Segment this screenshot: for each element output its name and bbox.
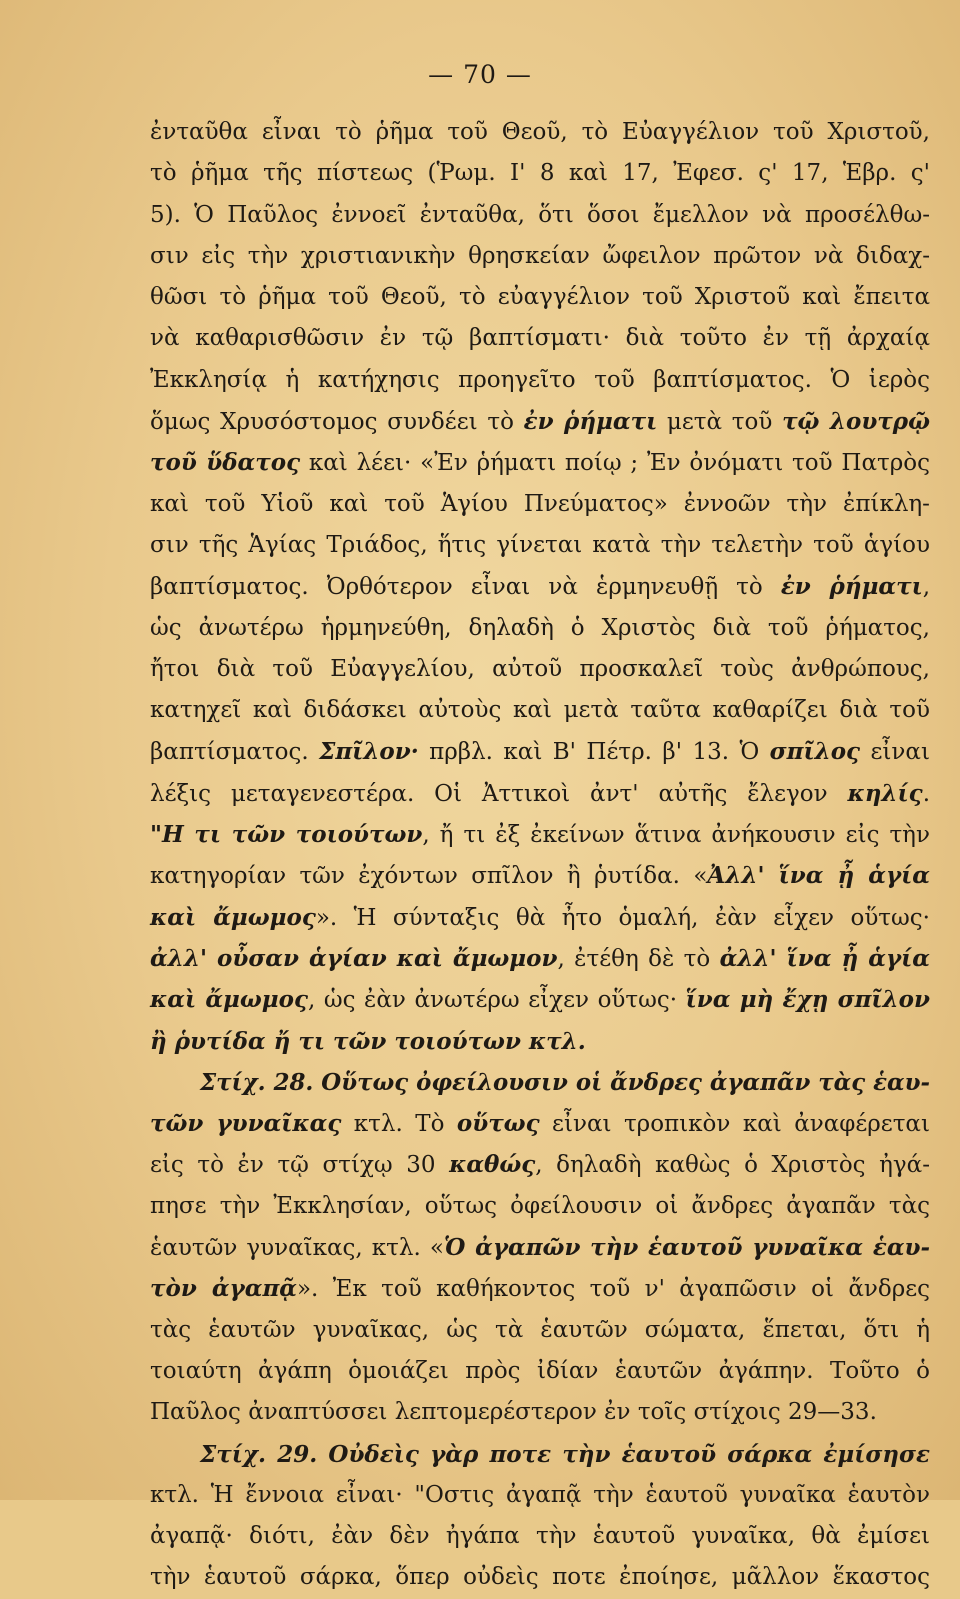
text-segment: Ἐκκλησίᾳ ἡ κατήχησις προηγεῖτο τοῦ βαπτίσματος. Ὁ ἱερὸς [150, 366, 930, 393]
text-line [150, 690, 930, 731]
text-line-content [150, 1475, 930, 1516]
text-segment: βαπτίσματος. [150, 739, 320, 766]
text-line-content [150, 1144, 930, 1185]
text-segment: πησε τὴν Ἐκκλησίαν, οὕτως ὀφείλουσιν οἱ ἄνδρες ἀγαπᾶν τὰς [150, 1192, 931, 1219]
text-line [150, 938, 930, 979]
text-segment: κατηγορίαν τῶν ἐχόντων σπῖλον ἢ ῥυτίδα. « [150, 863, 708, 890]
text-line [150, 112, 930, 153]
text-segment: ὡς ἀνωτέρω ἡρμηνεύθη, δηλαδὴ ὁ Χριστὸς διὰ τοῦ ῥήματος, [150, 614, 930, 641]
text-line-content [150, 1557, 930, 1598]
emphasized-text: ἐν ῥήματι [523, 408, 658, 436]
text-segment: τὴν ἑαυτοῦ σάρκα, ὅπερ οὐδεὶς ποτε ἐποίησε, μᾶλλον ἕκαστος [150, 1564, 931, 1591]
text-segment: σιν τῆς Ἁγίας Τριάδος, ἥτις γίνεται κατὰ τὴν τελετὴν τοῦ ἁγίου [150, 531, 930, 558]
text-line [150, 1392, 930, 1433]
text-line [150, 855, 930, 896]
text-line [150, 1310, 930, 1351]
emphasized-text: τοῦ ὕδατος [150, 449, 301, 477]
text-line-content [150, 360, 930, 401]
text-segment: μετὰ τοῦ [657, 409, 783, 436]
text-line-content [150, 1516, 930, 1557]
text-line-content [150, 979, 930, 1020]
text-line [150, 1434, 930, 1475]
emphasized-text: Στίχ. 28. Οὕτως ὀφείλουσιν οἱ ἄνδρες ἀγαπᾶν τὰς ἑαυ- [200, 1068, 930, 1096]
text-line [150, 649, 930, 690]
text-line-content [150, 195, 930, 236]
emphasized-text: ἐν ῥήματι [780, 573, 923, 601]
text-line [150, 608, 930, 649]
text-line-content [150, 938, 930, 979]
text-line [150, 1351, 930, 1392]
text-segment: , ἤ τι ἐξ ἐκείνων ἅτινα ἀνήκουσιν εἰς τὴν [422, 822, 930, 849]
text-line-content [200, 1062, 930, 1103]
text-line-content [150, 1227, 930, 1268]
emphasized-text: "Η τι τῶν τοιούτων [150, 821, 423, 849]
text-segment: λέξις μεταγενεστέρα. Οἱ Ἀττικοὶ ἀντ' αὐτῆς ἔλεγον [150, 780, 848, 807]
text-line [150, 1227, 930, 1268]
text-line-content [150, 814, 930, 855]
text-line [150, 814, 930, 855]
emphasized-text: καθώς [449, 1151, 536, 1179]
emphasized-text: καὶ ἄμωμος [150, 986, 308, 1014]
emphasized-text: ἀλλ' ἵνα ᾖ ἁγία [719, 944, 930, 972]
text-line-content [150, 773, 930, 814]
text-line [150, 360, 930, 401]
text-segment: ὅμως Χρυσόστομος συνδέει τὸ [150, 409, 524, 436]
text-line [150, 318, 930, 359]
text-line-content [150, 1351, 930, 1392]
text-segment: ἀγαπᾷ· διότι, ἐὰν δὲν ἠγάπα τὴν ἑαυτοῦ γυναῖκα, θὰ ἐμίσει [150, 1523, 931, 1550]
text-line-content [150, 236, 930, 277]
text-line [150, 1516, 930, 1557]
text-line [150, 401, 930, 442]
text-line-content [150, 897, 930, 938]
emphasized-text: Σπῖλον· [319, 738, 419, 766]
text-segment: εἶναι τροπικὸν καὶ ἀναφέρεται [539, 1111, 930, 1138]
text-segment: κτλ. Ἡ ἔννοια εἶναι· "Οστις ἀγαπᾷ τὴν ἑαυτοῦ γυναῖκα ἑαυτὸν [150, 1481, 931, 1508]
text-line-content [150, 1310, 930, 1351]
text-segment: καὶ λέει· «Ἐν ῥήματι ποίῳ ; Ἐν ὀνόματι τοῦ Πατρὸς [300, 450, 930, 477]
text-line-content [150, 1186, 930, 1227]
text-line-content [150, 442, 930, 483]
text-line [150, 773, 930, 814]
text-line-content [150, 525, 930, 566]
text-segment: τὰς ἑαυτῶν γυναῖκας, ὡς τὰ ἑαυτῶν σώματα, ἕπεται, ὅτι ἡ [150, 1316, 931, 1343]
text-line-content [150, 608, 930, 649]
text-line [150, 1557, 930, 1598]
text-line [150, 277, 930, 318]
text-line [150, 484, 930, 525]
text-line-content [150, 1392, 877, 1433]
text-line-content [150, 401, 930, 442]
text-line [150, 195, 930, 236]
text-line-content [150, 1103, 930, 1144]
text-segment: θῶσι τὸ ῥῆμα τοῦ Θεοῦ, τὸ εὐαγγέλιον τοῦ Χριστοῦ καὶ ἔπειτα [150, 284, 930, 311]
text-line [150, 1475, 930, 1516]
text-line [150, 1021, 930, 1062]
emphasized-text: ἵνα μὴ ἔχῃ σπῖλον [685, 986, 930, 1014]
text-segment: πρβλ. καὶ Β' Πέτρ. β' 13. Ὁ [418, 739, 770, 766]
text-line-content [150, 484, 930, 525]
text-line-content [200, 1434, 930, 1475]
text-line-content [150, 1021, 586, 1062]
text-line [150, 236, 930, 277]
text-line-content [150, 731, 930, 772]
emphasized-text: Στίχ. 29. Οὐδεὶς γὰρ ποτε τὴν ἑαυτοῦ σάρκα ἐμίσησε [200, 1440, 930, 1468]
text-line [150, 979, 930, 1020]
text-line-content [150, 566, 930, 607]
text-segment: Παῦλος ἀναπτύσσει λεπτομερέστερον ἐν τοῖς στίχοις 29—33. [150, 1399, 877, 1426]
text-line-content [150, 855, 930, 896]
text-line-content [150, 112, 930, 153]
text-segment: 5). Ὁ Παῦλος ἐννοεῖ ἐνταῦθα, ὅτι ὅσοι ἔμελλον νὰ προσέλθω- [150, 201, 931, 228]
text-line-content [150, 153, 930, 194]
text-segment: , δηλαδὴ καθὼς ὁ Χριστὸς ἠγά- [535, 1152, 930, 1179]
text-segment: σιν εἰς τὴν χριστιανικὴν θρησκείαν ὤφειλον πρῶτον νὰ διδαχ- [150, 242, 930, 269]
emphasized-text: τὸν ἀγαπᾷ [150, 1275, 297, 1303]
text-line [150, 731, 930, 772]
text-segment: εἰς τὸ ἐν τῷ στίχῳ 30 [150, 1152, 450, 1179]
text-line [150, 897, 930, 938]
text-segment: κτλ. Τὸ [341, 1111, 457, 1138]
text-line [150, 1062, 930, 1103]
emphasized-text: ἀλλ' οὖσαν ἁγίαν καὶ ἄμωμον [150, 944, 558, 972]
text-segment: βαπτίσματος. Ὀρθότερον εἶναι νὰ ἑρμηνευθῇ τὸ [150, 574, 781, 601]
text-segment: κατηχεῖ καὶ διδάσκει αὐτοὺς καὶ μετὰ ταῦτα καθαρίζει διὰ τοῦ [150, 697, 930, 724]
text-line [150, 1144, 930, 1185]
text-segment: , ἐτέθη δὲ τὸ [557, 945, 720, 972]
text-segment: ἐνταῦθα εἶναι τὸ ῥῆμα τοῦ Θεοῦ, τὸ Εὐαγγέλιον τοῦ Χριστοῦ, [150, 119, 930, 145]
text-segment: τοιαύτη ἀγάπη ὁμοιάζει πρὸς ἰδίαν ἑαυτῶν ἀγάπην. Τοῦτο ὁ [150, 1357, 931, 1384]
text-line [150, 153, 930, 194]
text-line-content [150, 649, 930, 690]
text-segment: , [922, 574, 931, 601]
emphasized-text: οὕτως [456, 1110, 540, 1138]
emphasized-text: Ἀλλ' ἵνα ᾖ ἁγία [707, 862, 930, 890]
text-segment: ». Ἡ σύνταξις θὰ ἦτο ὁμαλή, ἐὰν εἶχεν οὕτως· [315, 904, 930, 931]
text-segment: , ὡς ἐὰν ἀνωτέρω εἶχεν οὕτως· [307, 987, 686, 1014]
text-segment: καὶ τοῦ Υἱοῦ καὶ τοῦ Ἁγίου Πνεύματος» ἐννοῶν τὴν ἐπίκλη- [150, 490, 930, 517]
text-line [150, 525, 930, 566]
emphasized-text: Ὁ ἀγαπῶν τὴν ἑαυτοῦ γυναῖκα ἑαυ- [443, 1234, 931, 1262]
emphasized-text: τῷ λουτρῷ [782, 408, 930, 436]
emphasized-text: καὶ ἄμωμος [150, 903, 316, 931]
body-text [150, 112, 930, 1599]
page-number: — 70 — [428, 60, 532, 89]
text-segment: ». Ἐκ τοῦ καθήκοντος τοῦ ν' ἀγαπῶσιν οἱ ἄνδρες [296, 1276, 931, 1303]
emphasized-text: κηλίς [847, 779, 923, 807]
text-segment: ἤτοι διὰ τοῦ Εὐαγγελίου, αὐτοῦ προσκαλεῖ τοὺς ἀνθρώπους, [150, 655, 930, 682]
text-line-content [150, 318, 930, 359]
text-segment: ἑαυτῶν γυναῖκας, κτλ. « [150, 1235, 444, 1262]
text-line [150, 1186, 930, 1227]
emphasized-text: τῶν γυναῖκας [150, 1110, 342, 1138]
emphasized-text: ἢ ῥυτίδα ἤ τι τῶν τοιούτων κτλ. [150, 1027, 586, 1055]
text-line-content [150, 690, 930, 731]
text-segment: εἶναι [860, 739, 930, 766]
text-segment: . [922, 780, 931, 807]
text-segment: τὸ ῥῆμα τῆς πίστεως (Ῥωμ. Ι' 8 καὶ 17, Ἐφεσ. ς' 17, Ἑβρ. ς' [150, 160, 931, 187]
text-line-content [150, 1268, 930, 1309]
text-line-content [150, 277, 930, 318]
text-line [150, 442, 930, 483]
text-segment: νὰ καθαρισθῶσιν ἐν τῷ βαπτίσματι· διὰ τοῦτο ἐν τῇ ἀρχαίᾳ [150, 325, 930, 352]
text-line [150, 1103, 930, 1144]
text-line [150, 1268, 930, 1309]
emphasized-text: σπῖλος [769, 738, 861, 766]
text-line [150, 566, 930, 607]
